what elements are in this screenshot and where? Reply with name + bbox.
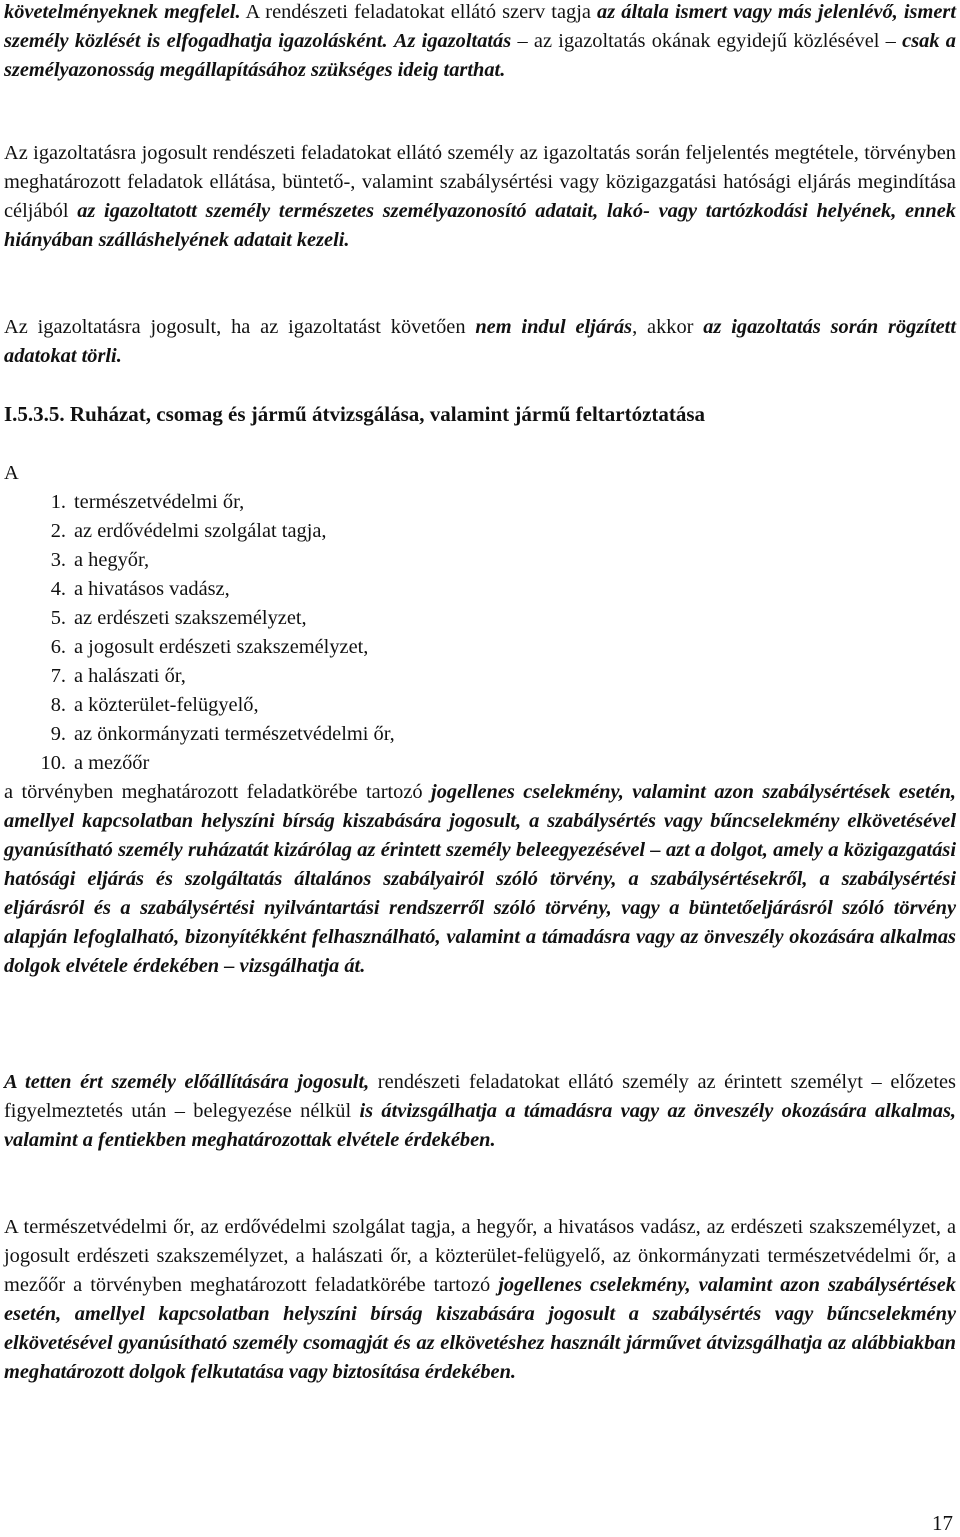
body-text: A természetvédelmi őr, az erdővédelmi szolgálat tagja, a hegyőr, a hivatásos vadász, az erdészeti szakszemélyzet, a jogosult erdészeti szakszemélyzet, a halászati őr, a közterület-felügyelő, az önkormányzati természetvédelmi őr, a mezőőr a törvényben meghatározott feladatkörébe tartozó bbox=[4, 1216, 956, 1296]
list-item-number: 1. bbox=[50, 491, 66, 513]
section-heading: I.5.3.5. Ruházat, csomag és jármű átvizsgálása, valamint jármű feltartóztatása bbox=[4, 402, 706, 426]
paragraph-data-handling bbox=[4, 139, 956, 255]
list-item-text: a hegyőr, bbox=[74, 549, 150, 571]
list-item-number: 9. bbox=[50, 723, 66, 745]
list-item bbox=[4, 517, 956, 546]
list-item bbox=[4, 604, 956, 633]
list-item bbox=[4, 633, 956, 662]
list-item bbox=[4, 720, 956, 749]
paragraph-clothing-search bbox=[4, 778, 956, 981]
body-text: rendészeti feladatokat ellátó személy az érintett személyt – előzetes figyelmeztetés után – belegyezése nélkül bbox=[4, 1071, 956, 1122]
list-item-text: az erdővédelmi szolgálat tagja, bbox=[74, 520, 327, 542]
list-item-text: az erdészeti szakszemélyzet, bbox=[74, 607, 307, 629]
emphasized-text: jogellenes cselekmény, valamint azon szabálysértések esetén, amellyel kapcsolatban helyszíni bírság kiszabására jogosult, a szabálysértés vagy bűncselekmény elkövetésével gyanúsítható személy ruházatát kizárólag az érintett személy beleegyezésével – azt a dolgot, amely a közigazgatási hatósági eljárás és szolgáltatás általános szabályairól szóló törvény, a szabálysértésekről, a szabálysértési eljárásról és a szabálysértési nyilvántartási rendszerről szóló törvény, vagy a büntetőeljárásról szóló törvény alapján lefoglalható, bizonyítékként felhasználható, valamint a támadásra vagy az önveszély okozására alkalmas dolgok elvétele érdekében – vizsgálhatja át. bbox=[4, 781, 957, 977]
authorized-persons-list bbox=[4, 488, 956, 778]
emphasized-text: az igazoltatás során rögzített adatokat törli. bbox=[4, 316, 956, 367]
list-item-number: 7. bbox=[50, 665, 66, 687]
body-text: Az igazoltatásra jogosult, ha az igazoltatást követően bbox=[4, 316, 476, 338]
emphasized-text: követelményeknek megfelel. bbox=[4, 1, 241, 23]
paragraph-data-deletion bbox=[4, 313, 956, 371]
list-item-number: 5. bbox=[50, 607, 66, 629]
list-item-text: a közterület-felügyelő, bbox=[74, 694, 259, 716]
list-lead-letter: A bbox=[4, 462, 19, 484]
list-item-number: 2. bbox=[50, 520, 66, 542]
list-item bbox=[4, 546, 956, 575]
list-item bbox=[4, 488, 956, 517]
emphasized-text: Az igazoltatás bbox=[393, 30, 512, 52]
list-item-number: 10. bbox=[40, 752, 66, 774]
list-item-text: az önkormányzati természetvédelmi őr, bbox=[74, 723, 395, 745]
emphasized-text: csak a személyazonosság megállapításához szükséges ideig tarthat. bbox=[4, 30, 956, 81]
list-item-number: 6. bbox=[50, 636, 66, 658]
emphasized-text: nem indul eljárás bbox=[475, 316, 633, 338]
list-item bbox=[4, 662, 956, 691]
list-item bbox=[4, 749, 956, 778]
emphasized-text: is átvizsgálhatja a támadásra vagy az önveszély okozására alkalmas, valamint a fentiekben meghatározottak elvétele érdekében. bbox=[4, 1100, 956, 1151]
body-text: Az igazoltatásra jogosult rendészeti feladatokat ellátó személy az igazoltatás során feljelentés megtétele, törvényben meghatározott feladatok ellátása, büntető-, valamint szabálysértési vagy közigazgatási hatósági eljárás megindítása céljából bbox=[4, 142, 956, 222]
list-item-text: a mezőőr bbox=[74, 752, 150, 774]
emphasized-text: A tetten ért személy előállítására jogosult, bbox=[4, 1071, 370, 1093]
emphasized-text: jogellenes cselekmény, valamint azon szabálysértések esetén, amellyel kapcsolatban helyszíni bírság kiszabására jogosult a szabálysértés vagy bűncselekmény elkövetésével gyanúsítható személy csomagját és az elkövetéshez használt járművet átvizsgálhatja az alábbiakban meghatározott dolgok felkutatása vagy biztosítása érdekében. bbox=[4, 1274, 956, 1383]
list-item-text: a hivatásos vadász, bbox=[74, 578, 230, 600]
list-item-number: 8. bbox=[50, 694, 66, 716]
list-item bbox=[4, 691, 956, 720]
list-item-text: a jogosult erdészeti szakszemélyzet, bbox=[74, 636, 369, 658]
emphasized-text: az igazoltatott személy természetes személyazonosító adatait, lakó- vagy tartózkodási helyének, ennek hiányában szálláshelyének adatait kezeli. bbox=[4, 200, 956, 251]
emphasized-text: az általa ismert vagy más jelenlévő, ismert személy közlését is elfogadhatja igazolásként. bbox=[4, 1, 956, 52]
paragraph-identification-acceptance bbox=[4, 0, 956, 85]
body-text: a törvényben meghatározott feladatkörébe tartozó bbox=[4, 781, 432, 803]
paragraph-package-vehicle-search bbox=[4, 1213, 956, 1387]
body-text: A rendészeti feladatokat ellátó szerv tagja bbox=[240, 1, 598, 23]
paragraph-apprehension-search bbox=[4, 1068, 956, 1155]
body-text: – az igazoltatás okának egyidejű közlésével – bbox=[511, 30, 903, 52]
list-item-text: természetvédelmi őr, bbox=[74, 491, 245, 513]
list-item-number: 4. bbox=[50, 578, 66, 600]
list-item-number: 3. bbox=[50, 549, 66, 571]
body-text: , akkor bbox=[632, 316, 704, 338]
list-item bbox=[4, 575, 956, 604]
list-item-text: a halászati őr, bbox=[74, 665, 186, 687]
page-number: 17 bbox=[932, 1511, 953, 1535]
